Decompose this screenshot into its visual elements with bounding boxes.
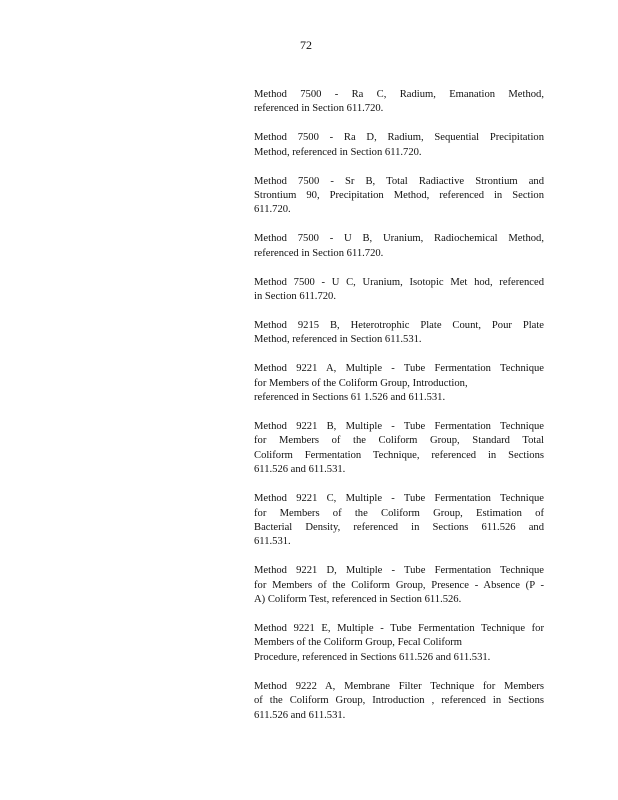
reference-entry <box>254 232 544 261</box>
page-number: 72 <box>300 38 312 52</box>
reference-line: for Members of the Coliform Group, Introduction, <box>254 377 468 389</box>
reference-line: Method 9222 A, Membrane Filter Technique for Members <box>254 680 544 692</box>
reference-line: Bacterial Density, referenced in Sections 611.526 and <box>254 521 544 533</box>
reference-line: Method 9221 B, Multiple - Tube Fermentation Technique <box>254 421 544 432</box>
reference-line: referenced in Sections 61 1.526 and 611.531. <box>254 392 446 404</box>
reference-entry <box>254 680 544 723</box>
reference-entry <box>254 131 544 160</box>
reference-entry <box>254 88 544 117</box>
reference-line: Method, referenced in Section 611.720. <box>254 146 422 158</box>
reference-line: Method 9221 D, Multiple - Tube Fermentation Technique <box>254 565 544 577</box>
reference-entry <box>254 362 544 405</box>
reference-line: Method 9215 B, Heterotrophic Plate Count, Pour Plate <box>254 319 544 331</box>
reference-line: Method, referenced in Section 611.531. <box>254 334 422 346</box>
reference-line: Method 9221 C, Multiple - Tube Fermentation Technique <box>254 493 544 505</box>
reference-line: for Members of the Coliform Group, Presence - Absence (P - <box>254 579 544 591</box>
reference-line: A) Coliform Test, referenced in Section 611.526. <box>254 594 462 606</box>
reference-entry <box>254 420 544 478</box>
reference-list <box>254 88 544 737</box>
reference-line: for Members of the Coliform Group, Estimation of <box>254 507 544 519</box>
reference-line: Strontium 90, Precipitation Method, referenced in Section <box>254 190 544 202</box>
reference-line: 611.531. <box>254 536 291 548</box>
reference-line: 611.720. <box>254 204 291 216</box>
reference-line: Method 7500 - Ra D, Radium, Sequential Precipitation <box>254 132 544 144</box>
reference-entry <box>254 319 544 348</box>
reference-line: Method 7500 - Ra C, Radium, Emanation Method, <box>254 89 544 100</box>
reference-line: Method 9221 A, Multiple - Tube Fermentation Technique <box>254 363 544 375</box>
reference-line: Method 7500 - Sr B, Total Radiactive Strontium and <box>254 175 544 187</box>
reference-line: Method 7500 - U C, Uranium, Isotopic Met hod, referenced <box>254 276 544 288</box>
reference-line: Coliform Fermentation Technique, referenced in Sections <box>254 449 544 461</box>
reference-entry <box>254 276 544 305</box>
reference-entry <box>254 492 544 550</box>
reference-line: for Members of the Coliform Group, Standard Total <box>254 435 544 447</box>
reference-line: Method 7500 - U B, Uranium, Radiochemical Method, <box>254 233 544 245</box>
reference-line: Method 9221 E, Multiple - Tube Fermentation Technique for <box>254 622 544 634</box>
reference-line: referenced in Section 611.720. <box>254 247 384 259</box>
reference-line: 611.526 and 611.531. <box>254 709 346 721</box>
reference-line: in Section 611.720. <box>254 291 336 303</box>
reference-line: of the Coliform Group, Introduction , referenced in Sections <box>254 695 544 707</box>
reference-entry <box>254 564 544 607</box>
reference-entry <box>254 175 544 218</box>
reference-line: Members of the Coliform Group, Fecal Coliform <box>254 637 463 649</box>
reference-line: referenced in Section 611.720. <box>254 103 384 115</box>
reference-entry <box>254 622 544 665</box>
reference-line: Procedure, referenced in Sections 611.526 and 611.531. <box>254 651 491 663</box>
reference-line: 611.526 and 611.531. <box>254 464 346 476</box>
